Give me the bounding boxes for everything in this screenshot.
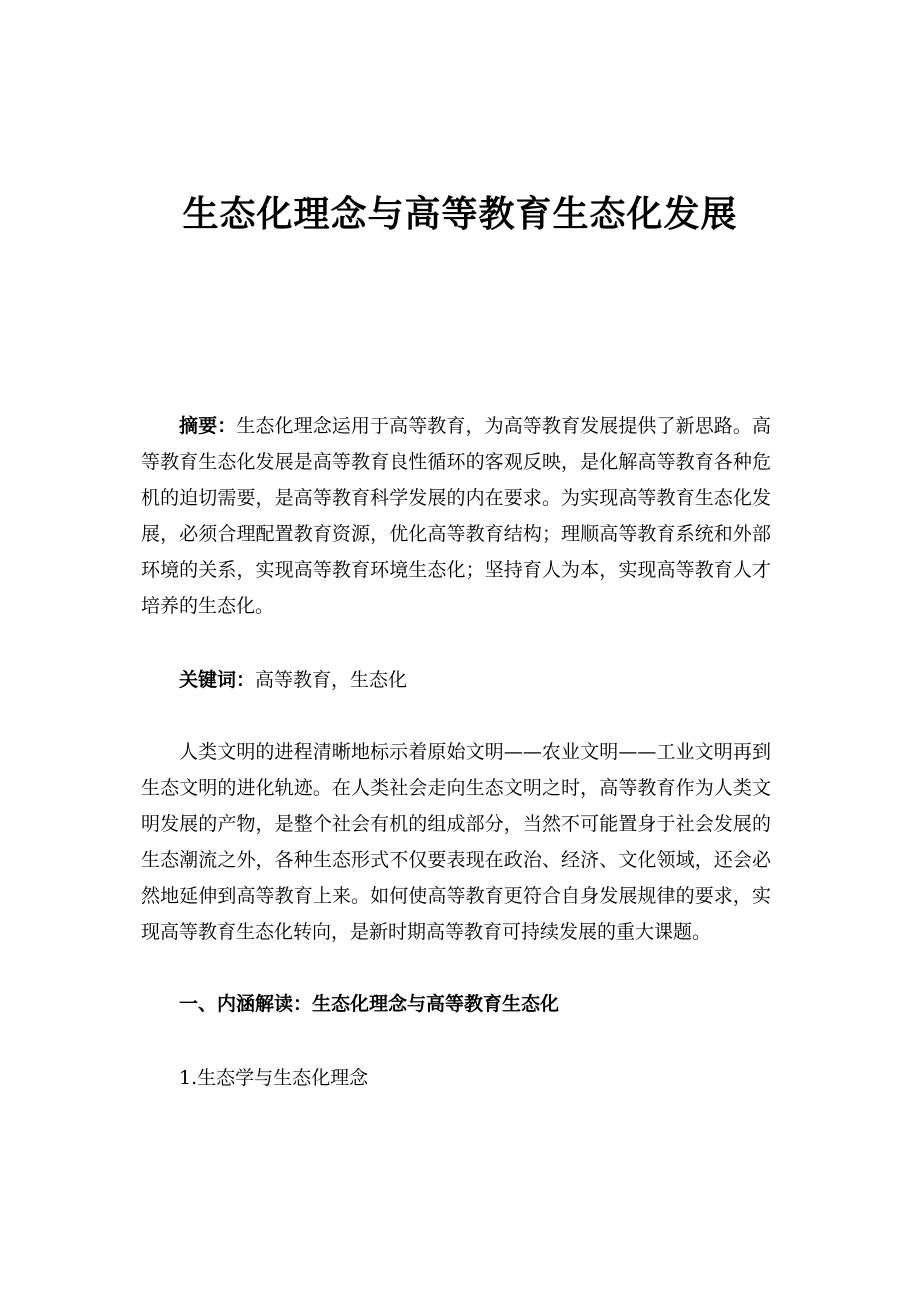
subsection-heading: 1.生态学与生态化理念 <box>179 1067 369 1089</box>
document-title: 生态化理念与高等教育生态化发展 <box>182 194 738 235</box>
abstract-paragraph <box>141 408 771 624</box>
abstract-text: 生态化理念运用于高等教育，为高等教育发展提供了新思路。高等教育生态化发展是高等教育良性循环的客观反映，是化解高等教育各种危机的迫切需要，是高等教育科学发展的内在要求。为实现高等教育生态化发展，必须合理配置教育资源，优化高等教育结构；理顺高等教育系统和外部环境的关系，实现高等教育环境生态化；坚持育人为本，实现高等教育人才培养的生态化。 <box>141 415 771 617</box>
abstract-label: 摘要： <box>179 415 237 437</box>
keywords-text: 高等教育，生态化 <box>255 669 408 691</box>
section-heading: 一、内涵解读：生态化理念与高等教育生态化 <box>179 993 560 1015</box>
intro-paragraph: 人类文明的进程清晰地标示着原始文明——农业文明——工业文明再到生态文明的进化轨迹。在人类社会走向生态文明之时，高等教育作为人类文明发展的产物，是整个社会有机的组成部分，当然不可能置身于社会发展的生态潮流之外，各种生态形式不仅要表现在政治、经济、文化领域，还会必然地延伸到高等教育上来。如何使高等教育更符合自身发展规律的要求，实现高等教育生态化转向，是新时期高等教育可持续发展的重大课题。 <box>141 741 771 943</box>
keywords-label: 关键词： <box>179 669 256 691</box>
keywords-paragraph <box>141 662 771 698</box>
